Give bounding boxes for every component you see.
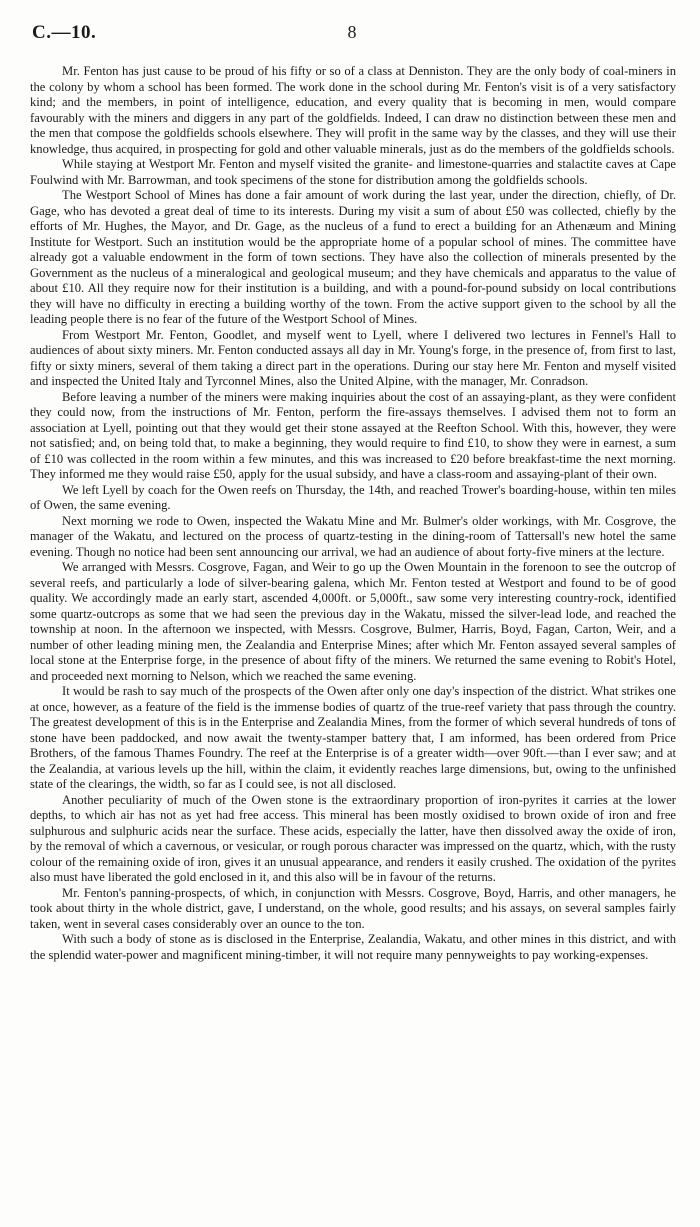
paragraph: We arranged with Messrs. Cosgrove, Fagan, and Weir to go up the Owen Mountain in the forenoon to see the outcrop of several reefs, and particularly a lode of silver-bearing galena, which Mr. Fenton tested at Westport and found to be of good quality. We accordingly made an early start, ascended 4,000ft. or 5,000ft., saw some very interesting country-rock, identified some quartz-outcrops as some that we had seen the previous day in the Wakatu, missed the silver-lead lode, and reached the township at noon. In the afternoon we inspected, with Messrs. Cosgrove, Bulmer, Harris, Boyd, Fagan, Carton, Weir, and a number of other leading mining men, the Zealandia and Enterprise Mines; after which Mr. Fenton assayed several samples of local stone at the Enterprise forge, in the presence of about fifty of the miners. We returned the same evening to Robit's Hotel, and proceeded next morning to Nelson, which we reached the same evening.: [30, 560, 676, 683]
document-code: C.—10.: [32, 22, 97, 43]
body-text: [30, 64, 676, 963]
paragraph: We left Lyell by coach for the Owen reefs on Thursday, the 14th, and reached Trower's boarding-house, within ten miles of Owen, the same evening.: [30, 482, 676, 512]
paragraph: Mr. Fenton's panning-prospects, of which, in conjunction with Messrs. Cosgrove, Boyd, Harris, and other managers, he took about thirty in the whole district, gave, I understand, on the whole, good results; and his assays, on several samples fairly taken, went in several cases considerably over an ounce to the ton.: [30, 885, 676, 931]
paragraph: Next morning we rode to Owen, inspected the Wakatu Mine and Mr. Bulmer's older workings, with Mr. Cosgrove, the manager of the Wakatu, and lectured on the process of quartz-testing in the dining-room of Tattersall's new hotel the same evening. Though no notice had been sent announcing our arrival, we had an audience of about forty-five miners at the lecture.: [30, 513, 676, 559]
paragraph: Another peculiarity of much of the Owen stone is the extraordinary proportion of iron-pyrites it carries at the lower depths, to which air has not as yet had free access. This mineral has been mostly oxidised to brown oxide of iron and free sulphurous and sulphuric acids near the surface. These acids, especially the latter, have then dissolved away the oxide of iron, by the removal of which a cavernous, or vesicular, or rough porous character was impressed on the quartz, which, with the rusty colour of the remaining oxide of iron, gives it an unusual appearance, and renders it easily crushed. The oxidation of the pyrites also must have liberated the gold enclosed in it, and this also will be in favour of the returns.: [30, 792, 676, 884]
paragraph: While staying at Westport Mr. Fenton and myself visited the granite- and limestone-quarries and stalactite caves at Cape Foulwind with Mr. Barrowman, and took specimens of the stone for distribution among the goldfields schools.: [30, 157, 676, 187]
paragraph: It would be rash to say much of the prospects of the Owen after only one day's inspection of the district. What strikes one at once, however, as a feature of the field is the immense bodies of quartz of the true-reef variety that pass through the country. The greatest development of this is in the Enterprise and Zealandia Mines, from the former of which several hundreds of tons of stone have been paddocked, and now await the twenty-stamper battery that, I am informed, has been ordered from Price Brothers, of the famous Thames Foundry. The reef at the Enterprise is of a greater width—over 90ft.—than I ever saw; and at the Zealandia, at various levels up the hill, within the claim, it evidently reaches large dimensions, but, owing to the unfinished state of the clearings, the width, so far as I could see, is not all disclosed.: [30, 684, 676, 791]
page-header: [32, 22, 672, 48]
paragraph: Before leaving a number of the miners were making inquiries about the cost of an assaying-plant, as they were confident they could now, from the instructions of Mr. Fenton, perform the fire-assays themselves. I advised them not to form an association at Lyell, pointing out that they would get their stone assayed at the Reefton School. With this, however, they were not satisfied; and, on being told that, to make a beginning, they would require to find £10, to show they were in earnest, a sum of £10 was collected in the room within a few minutes, and this was increased to £20 before breakfast-time the next morning. They informed me they would raise £50, apply for the usual subsidy, and have a class-room and assaying-plant of their own.: [30, 389, 676, 481]
page-number: 8: [347, 22, 357, 42]
paragraph: With such a body of stone as is disclosed in the Enterprise, Zealandia, Wakatu, and other mines in this district, and with the splendid water-power and magnificent mining-timber, it will not require many pennyweights to pay working-expenses.: [30, 932, 676, 962]
paragraph: From Westport Mr. Fenton, Goodlet, and myself went to Lyell, where I delivered two lectures in Fennel's Hall to audiences of about sixty miners. Mr. Fenton conducted assays all day in Mr. Young's forge, in the presence of, from first to last, fifty or sixty miners, several of them taking a direct part in the operations. During our stay here Mr. Fenton and myself visited and inspected the United Italy and Tyrconnel Mines, also the United Alpine, with the manager, Mr. Conradson.: [30, 327, 676, 388]
paragraph: Mr. Fenton has just cause to be proud of his fifty or so of a class at Denniston. They are the only body of coal-miners in the colony by whom a school has been formed. The work done in the school during Mr. Fenton's visit is of a very satisfactory kind; and the members, in point of intelligence, education, and every quality that is becoming in men, would compare favourably with the miners and diggers in any part of the goldfields. Indeed, I can draw no distinction between these men and the men that compose the goldfields schools elsewhere. They will profit in the same way by the classes, and they will use their knowledge, thus acquired, in prospecting for gold and other valuable minerals, just as do the members of the goldfields schools.: [30, 64, 676, 156]
paragraph: The Westport School of Mines has done a fair amount of work during the last year, under the direction, chiefly, of Dr. Gage, who has devoted a great deal of time to its interests. During my visit a sum of about £50 was collected, chiefly by the efforts of Mr. Hughes, the Mayor, and Dr. Gage, as the nucleus of a fund to erect a building for an Athenæum and Mining Institute for Westport. Such an institution would be the appropriate home of a popular school of mines. The committee have already got a valuable endowment in the form of town sections. They have also the collection of minerals presented by the Government as the nucleus of a mineralogical and geological museum; and they have chemicals and apparatus to the value of about £10. All they require now for their institution is a building, and with a pound-for-pound subsidy on local contributions they will have no difficulty in erecting a building worthy of the town. From the active support given to the school by all the leading people there is no fear of the future of the Westport School of Mines.: [30, 188, 676, 326]
